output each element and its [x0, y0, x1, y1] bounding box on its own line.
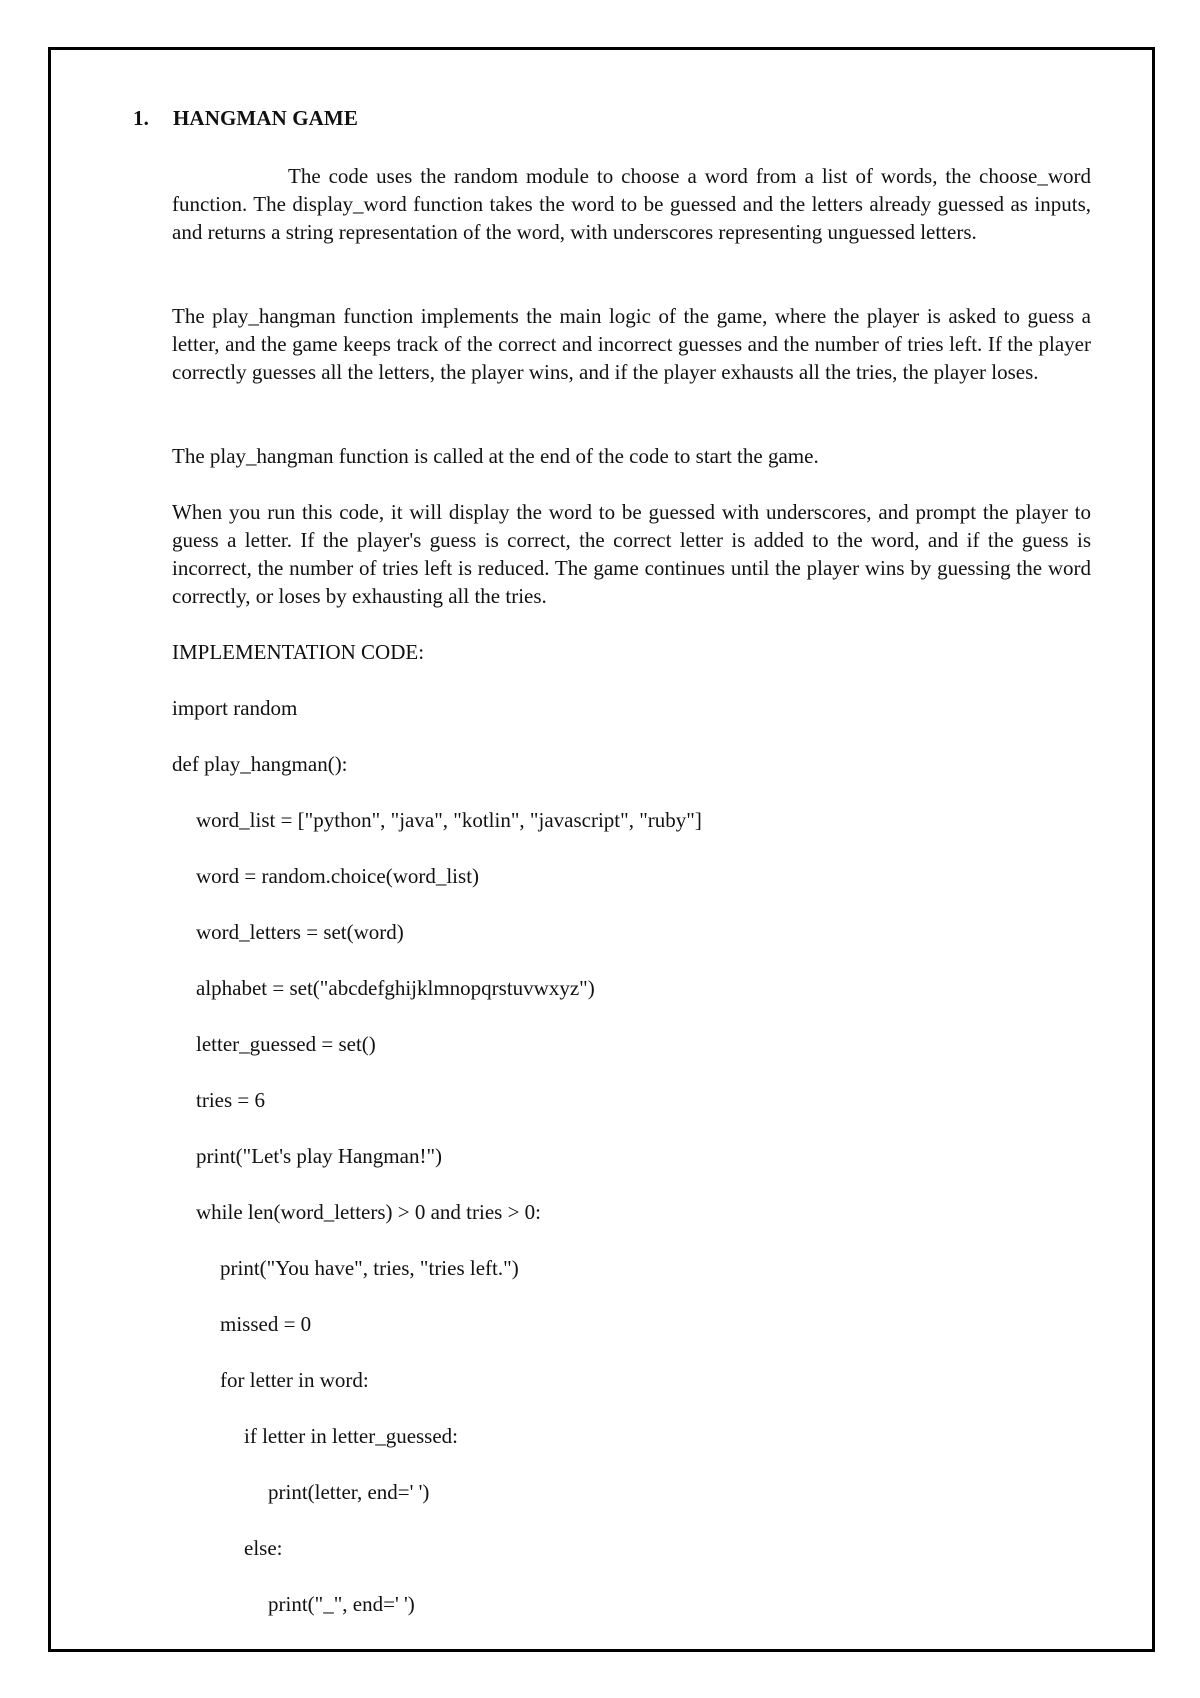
code-line: letter_guessed = set() — [196, 1032, 376, 1056]
code-label: IMPLEMENTATION CODE: — [172, 640, 425, 664]
code-line: missed = 0 — [220, 1312, 312, 1336]
code-line: for letter in word: — [220, 1368, 369, 1392]
code-line: tries = 6 — [196, 1088, 265, 1112]
section-number: 1. — [133, 106, 149, 130]
code-line: alphabet = set("abcdefghijklmnopqrstuvwxyz") — [196, 976, 595, 1000]
paragraph-intro — [172, 162, 1091, 246]
paragraph-run: When you run this code, it will display the word to be guessed with underscores, and prompt the player to guess a letter. If the player's guess is correct, the correct letter is added to the word, and if the guess is incorrect, the number of tries left is reduced. The game continues until the player wins by guessing the word correctly, or loses by exhausting all the tries. — [172, 500, 1091, 608]
code-line: def play_hangman(): — [172, 752, 348, 776]
paragraph-called: The play_hangman function is called at the end of the code to start the game. — [172, 444, 819, 468]
code-line: import random — [172, 696, 298, 720]
code-line: print(letter, end=' ') — [268, 1480, 430, 1504]
code-line: print("Let's play Hangman!") — [196, 1144, 443, 1168]
code-line: print("You have", tries, "tries left.") — [220, 1256, 519, 1280]
paragraph-intro-text: The code uses the random module to choose a word from a list of words, the choose_word function. The display_word function takes the word to be guessed and the letters already guessed as inputs, and returns a string representation of the word, with underscores representing unguessed letters. — [172, 164, 1091, 244]
code-line: word_letters = set(word) — [196, 920, 404, 944]
paragraph-play-hangman: The play_hangman function implements the main logic of the game, where the player is asked to guess a letter, and the game keeps track of the correct and incorrect guesses and the number of tries left. If the player correctly guesses all the letters, the player wins, and if the player exhausts all the tries, the player loses. — [172, 304, 1091, 384]
code-line: word = random.choice(word_list) — [196, 864, 480, 888]
code-line: while len(word_letters) > 0 and tries > 0: — [196, 1200, 542, 1224]
code-line: else: — [244, 1536, 283, 1560]
code-line: word_list = ["python", "java", "kotlin", "javascript", "ruby"] — [196, 808, 702, 832]
code-line: if letter in letter_guessed: — [244, 1424, 459, 1448]
page-border — [48, 47, 1155, 1652]
section-heading — [133, 106, 358, 131]
code-line: print("_", end=' ') — [268, 1592, 415, 1616]
section-title: HANGMAN GAME — [173, 106, 358, 130]
